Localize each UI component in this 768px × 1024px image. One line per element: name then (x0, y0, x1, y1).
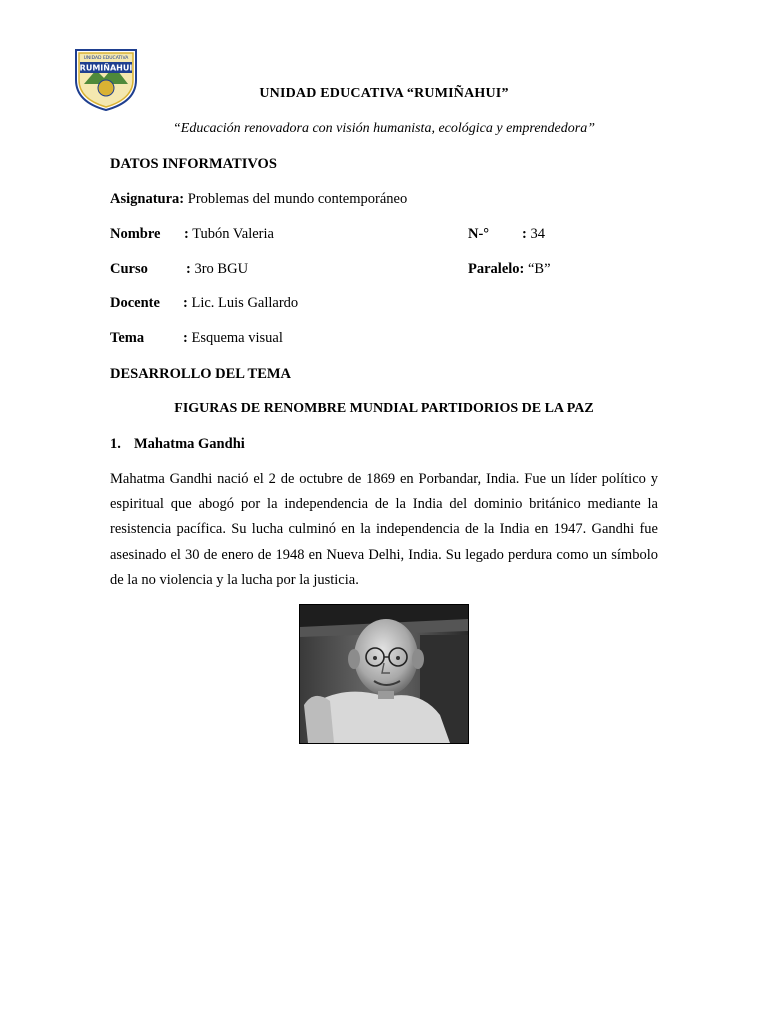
school-name: UNIDAD EDUCATIVA “RUMIÑAHUI” (259, 86, 509, 101)
desarrollo-heading: DESARROLLO DEL TEMA (110, 366, 292, 382)
nombre-row (110, 226, 274, 243)
curso-value: 3ro BGU (190, 261, 249, 277)
docente-value: Lic. Luis Gallardo (187, 295, 299, 311)
school-motto: “Educación renovadora con visión humanista, ecológica y emprendedora” (172, 121, 595, 136)
paralelo-row (468, 261, 551, 278)
tema-row (110, 330, 283, 347)
docente-sep: : (183, 295, 188, 311)
section-title: FIGURAS DE RENOMBRE MUNDIAL PARTIDORIOS DE LA PAZ (174, 401, 594, 416)
tema-label: Tema (110, 330, 145, 346)
nombre-label: Nombre (110, 226, 161, 242)
curso-row (110, 261, 248, 278)
paralelo-label: Paralelo: (468, 261, 525, 277)
asignatura-value: Problemas del mundo contemporáneo (184, 191, 408, 207)
paralelo-value: “B” (524, 261, 551, 277)
tema-sep: : (183, 330, 188, 346)
svg-text:RUMIÑAHUI: RUMIÑAHUI (79, 63, 133, 73)
numero-label: N-° (468, 226, 490, 242)
numero-row (468, 226, 545, 243)
portrait-photo (299, 604, 469, 744)
curso-label: Curso (110, 261, 148, 277)
datos-heading: DATOS INFORMATIVOS (110, 156, 277, 172)
curso-sep: : (186, 261, 191, 277)
svg-text:UNIDAD EDUCATIVA: UNIDAD EDUCATIVA (83, 56, 129, 61)
nombre-value: Tubón Valeria (188, 226, 274, 242)
numero-value: 34 (526, 226, 545, 242)
docente-row (110, 295, 298, 312)
numero-sep: : (522, 226, 527, 242)
docente-label: Docente (110, 295, 160, 311)
item-heading (110, 436, 245, 453)
asignatura-row (110, 191, 407, 208)
item-number: 1. (110, 436, 121, 452)
asignatura-label: Asignatura: (110, 191, 185, 207)
tema-value: Esquema visual (187, 330, 283, 346)
body-paragraph: Mahatma Gandhi nació el 2 de octubre de 1869 en Porbandar, India. Fue un líder político y espiritual que abogó por la independencia de la India del dominio británico mediante la resistencia pacífica. Su lucha culminó en la independencia de la India en 1947. Gandhi fue asesinado el 30 de enero de 1948 en Nueva Delhi, India. Su legado perdura como un símbolo de la no violencia y la lucha por la justicia. (110, 471, 658, 588)
item-title: Mahatma Gandhi (134, 436, 245, 452)
nombre-sep: : (184, 226, 189, 242)
